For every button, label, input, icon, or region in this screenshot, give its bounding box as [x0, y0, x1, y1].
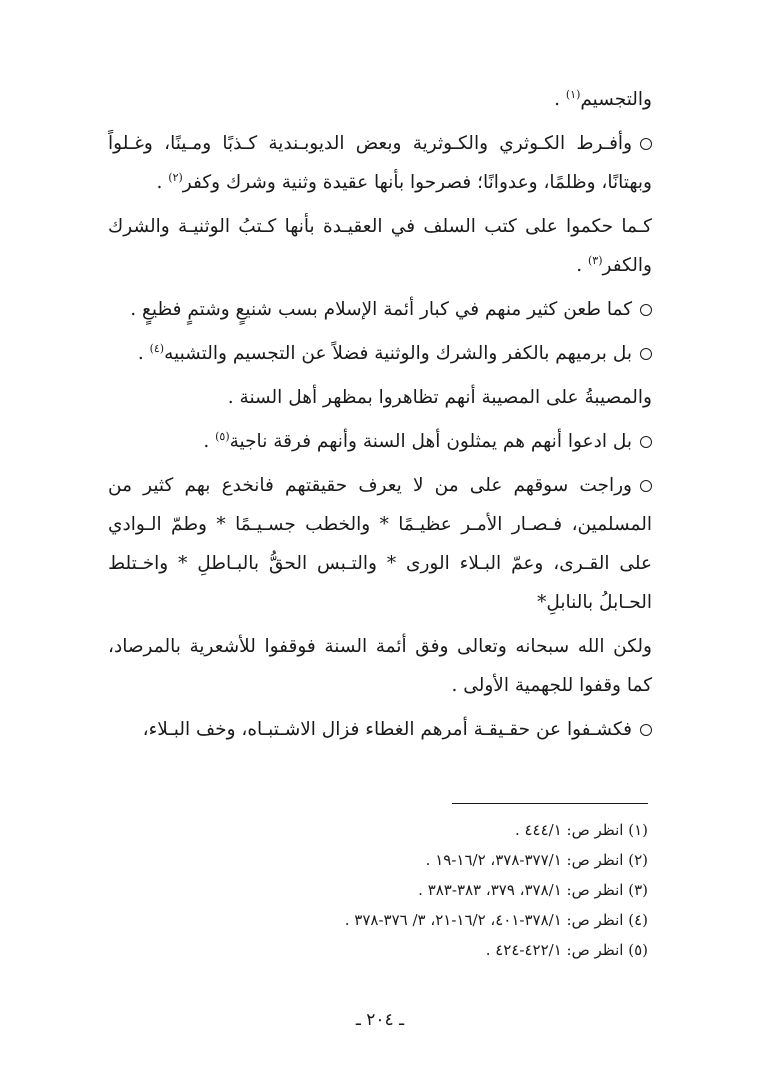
- footnote-text: انظر ص: ٣٧٧/١-٣٧٨، ١٦/٢-١٩ .: [425, 851, 624, 869]
- paragraph-end: .: [576, 255, 588, 276]
- paragraph-6: [108, 378, 652, 417]
- footnote-number: (٢): [628, 851, 648, 869]
- footnote-text: انظر ص: ٣٧٨/١، ٣٧٩، ٣٨٣-٣٨٣ .: [418, 881, 624, 899]
- paragraph-10: [108, 710, 652, 749]
- footnote-number: (٣): [628, 881, 648, 899]
- footnote-number: (١): [628, 821, 648, 839]
- paragraph-text: ولكن الله سبحانه وتعالى وفق أئمة السنة فوقفوا للأشعرية بالمرصاد، كما وقفوا للجهمية الأولى .: [108, 636, 652, 696]
- footnote-ref-1[interactable]: (١): [565, 87, 581, 101]
- paragraph-end: .: [203, 431, 216, 452]
- footnote-ref-2[interactable]: (٢): [168, 170, 183, 184]
- page-number: ـ ٢٠٤ ـ: [355, 1010, 405, 1030]
- footnote-1: [108, 815, 648, 845]
- footnote-ref-5[interactable]: (٥): [215, 429, 230, 443]
- paragraph-text: فكشـفوا عن حقـيقـة أمرهم الغطاء فزال الاشـتبـاه، وخف البـلاء،: [142, 719, 632, 740]
- footnote-ref-3[interactable]: (٣): [587, 253, 603, 267]
- paragraph-text: والمصيبةُ على المصيبة أنهم تظاهروا بمظهر أهل السنة .: [227, 387, 652, 408]
- main-text: [108, 80, 652, 754]
- paragraph-9: [108, 627, 652, 705]
- paragraph-end: .: [137, 343, 150, 364]
- circle-bullet-icon: [640, 724, 652, 736]
- circle-bullet-icon: [640, 138, 652, 150]
- circle-bullet-icon: [640, 436, 652, 448]
- footnote-2: [108, 845, 648, 875]
- paragraph-text: كـما حكموا على كتب السلف في العقيـدة بأنها كـتبُ الوثنيـة والشرك والكفر: [108, 216, 652, 276]
- paragraph-7: [108, 422, 652, 461]
- circle-bullet-icon: [640, 348, 652, 360]
- paragraph-2: [108, 124, 652, 202]
- circle-bullet-icon: [640, 304, 652, 316]
- footnote-number: (٤): [628, 911, 648, 929]
- paragraph-text: بل برميهم بالكفر والشرك والوثنية فضلاً عن التجسيم والتشبيه: [164, 343, 632, 364]
- footnote-text: انظر ص: ٤٢٢/١-٤٢٤ .: [485, 941, 624, 959]
- footnotes: [108, 815, 648, 965]
- paragraph-text: بل ادعوا أنهم هم يمثلون أهل السنة وأنهم فرقة ناجية: [229, 431, 632, 452]
- footnote-5: [108, 935, 648, 965]
- paragraph-1: [108, 80, 652, 119]
- footnote-text: انظر ص: ٤٤٤/١ .: [514, 821, 624, 839]
- footnote-ref-4[interactable]: (٤): [149, 341, 165, 355]
- footnote-text: انظر ص: ٣٧٨/١-٤٠١، ١٦/٢-٢١، ٣/ ٣٧٦-٣٧٨ .: [344, 911, 624, 929]
- paragraph-4: [108, 290, 652, 329]
- paragraph-3: [108, 207, 652, 285]
- paragraph-end: .: [554, 89, 566, 110]
- paragraph-text: وأفـرط الكـوثري والكـوثرية وبعض الديوبـندية كـذبًا ومـينًا، وغـلواً وبهتانًا، وظلمًا، وعدوانًا؛ فصرحوا بأنها عقيدة وثنية وشرك وكفر: [108, 133, 652, 193]
- paragraph-text: والتجسيم: [580, 89, 652, 110]
- circle-bullet-icon: [640, 480, 652, 492]
- footnote-number: (٥): [628, 941, 648, 959]
- paragraph-8: [108, 466, 652, 622]
- paragraph-text: وراجت سوقهم على من لا يعرف حقيقتهم فانخدع بهم كثير من المسلمين، فـصـار الأمـر عظيـمًا * والخطب جسـيـمًا * وطمّ الـوادي على القـرى، وعمّ البـلاء الورى * والتـبس الحقُّ بالبـاطلِ * واخـتلط الحـابلُ بالنابلِ*: [108, 475, 652, 613]
- paragraph-end: .: [156, 172, 169, 193]
- paragraph-5: [108, 334, 652, 373]
- paragraph-text: كما طعن كثير منهم في كبار أئمة الإسلام بسب شنيعٍ وشتمٍ فظيعٍ .: [130, 299, 632, 320]
- footnote-4: [108, 905, 648, 935]
- footnote-3: [108, 875, 648, 905]
- footnote-divider: [452, 803, 648, 804]
